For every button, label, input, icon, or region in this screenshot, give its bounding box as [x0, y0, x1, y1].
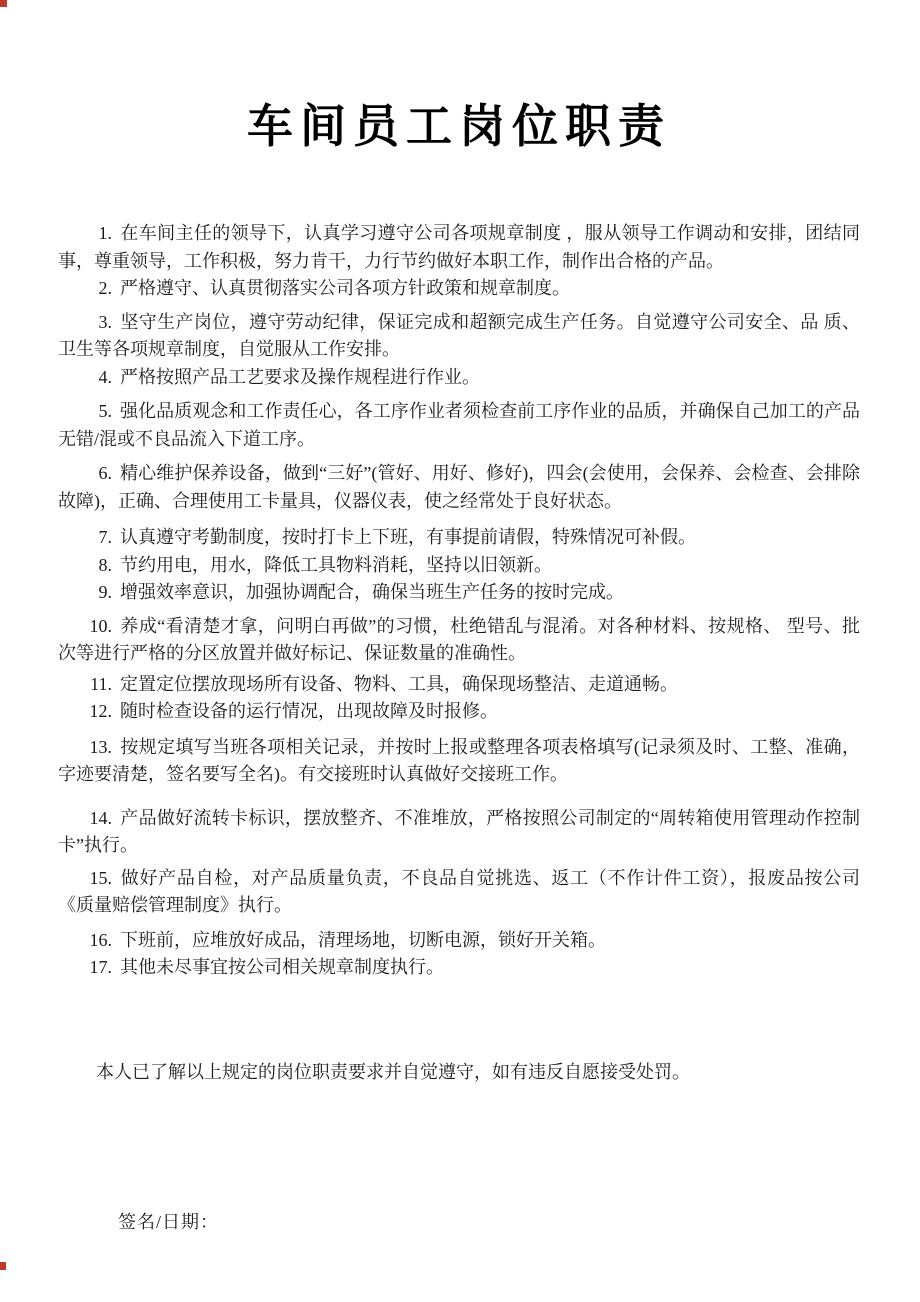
item-text: 严格按照产品工艺要求及操作规程进行作业。: [120, 366, 480, 387]
item-text: 认真遵守考勤制度，按时打卡上下班，有事提前请假，特殊情况可补假。: [120, 527, 696, 547]
item-number: 11.: [90, 673, 112, 694]
duty-item: [58, 734, 860, 789]
item-text: 在车间主任的领导下，认真学习遵守公司各项规章制度 ，服从领导工作调动和安排，团结同事，尊重领导，工作积极，努力肯干，力行节约做好本职工作，制作出合格的产品。: [58, 223, 860, 271]
item-number: 6.: [98, 463, 112, 483]
item-number: 1.: [98, 223, 112, 243]
item-number: 7.: [98, 527, 112, 547]
duty-list: [58, 220, 860, 982]
item-text: 按规定填写当班各项相关记录，并按时上报或整理各项表格填写(记录须及时、工整、准确，字迹要清楚，签名要写全名)。有交接班时认真做好交接班工作。: [58, 736, 860, 784]
document-title: 车间员工岗位职责: [247, 101, 671, 152]
acknowledgement-text: 本人已了解以上规定的岗位职责要求并自觉遵守，如有违反自愿接受处罚。: [96, 1061, 690, 1082]
item-number: 17.: [89, 957, 112, 977]
duty-item: [58, 552, 860, 580]
duty-item: [58, 671, 860, 699]
duty-item: [58, 805, 860, 860]
item-text: 做好产品自检，对产品质量负责，不良品自觉挑选、返工（不作计件工资），报废品按公司《质量赔偿管理制度》执行。: [58, 867, 860, 915]
item-text: 养成“看清楚才拿，问明白再做”的习惯，杜绝错乱与混淆。对各种材料、按规格、 型号、批次等进行严格的分区放置并做好标记、保证数量的准确性。: [58, 615, 860, 663]
item-text: 坚守生产岗位，遵守劳动纪律，保证完成和超额完成生产任务。自觉遵守公司安全、品 质、卫生等各项规章制度，自觉服从工作安排。: [58, 311, 860, 359]
duty-item: [58, 398, 860, 453]
item-number: 12.: [89, 701, 112, 721]
duty-item: [58, 954, 860, 982]
item-text: 节约用电，用水，降低工具物料消耗，坚持以旧领新。: [120, 554, 552, 575]
item-number: 9.: [98, 582, 112, 602]
item-text: 增强效率意识，加强协调配合，确保当班生产任务的按时完成。: [120, 582, 624, 602]
item-number: 3.: [98, 311, 112, 332]
duty-item: [58, 865, 860, 920]
item-number: 8.: [98, 554, 112, 575]
item-number: 13.: [89, 736, 112, 757]
item-text: 定置定位摆放现场所有设备、物料、工具，确保现场整洁、走道通畅。: [120, 673, 678, 694]
duty-item: [58, 364, 860, 392]
duty-item: [58, 613, 860, 668]
item-number: 15.: [89, 867, 112, 888]
item-text: 产品做好流转卡标识，摆放整齐、不准堆放，严格按照公司制定的“周转箱使用管理动作控制卡”执行。: [58, 807, 860, 855]
duty-item: [58, 698, 860, 726]
item-number: 14.: [89, 807, 112, 828]
item-text: 精心维护保养设备，做到“三好”(管好、用好、修好)，四会(会使用，会保养、会检查、会排除故障)，正确、合理使用工卡量具，仪器仪表，使之经常处于良好状态。: [58, 463, 860, 511]
duty-item: [58, 275, 860, 303]
item-text: 下班前，应堆放好成品，清理场地，切断电源，锁好开关箱。: [120, 929, 606, 950]
item-number: 10.: [89, 615, 112, 636]
duty-item: [58, 579, 860, 607]
signature-date-label: 签名/日期：: [118, 1212, 220, 1232]
item-text: 强化品质观念和工作责任心，各工序作业者须检查前工序作业的品质，并确保自己加工的产品无错/混或不良品流入下道工序。: [58, 401, 860, 449]
item-number: 16.: [89, 929, 112, 950]
duty-item: [58, 927, 860, 955]
item-number: 5.: [98, 401, 112, 421]
corner-artifact-top: [0, 0, 7, 7]
duty-item: [58, 220, 860, 275]
item-text: 随时检查设备的运行情况，出现故障及时报修。: [120, 701, 498, 721]
item-text: 严格遵守、认真贯彻落实公司各项方针政策和规章制度。: [120, 278, 570, 298]
corner-artifact-bottom: [0, 1262, 6, 1270]
item-text: 其他未尽事宜按公司相关规章制度执行。: [120, 957, 444, 977]
duty-item: [58, 460, 860, 515]
item-number: 2.: [98, 278, 112, 298]
duty-item: [58, 524, 860, 552]
duty-item: [58, 309, 860, 364]
item-number: 4.: [98, 366, 112, 387]
